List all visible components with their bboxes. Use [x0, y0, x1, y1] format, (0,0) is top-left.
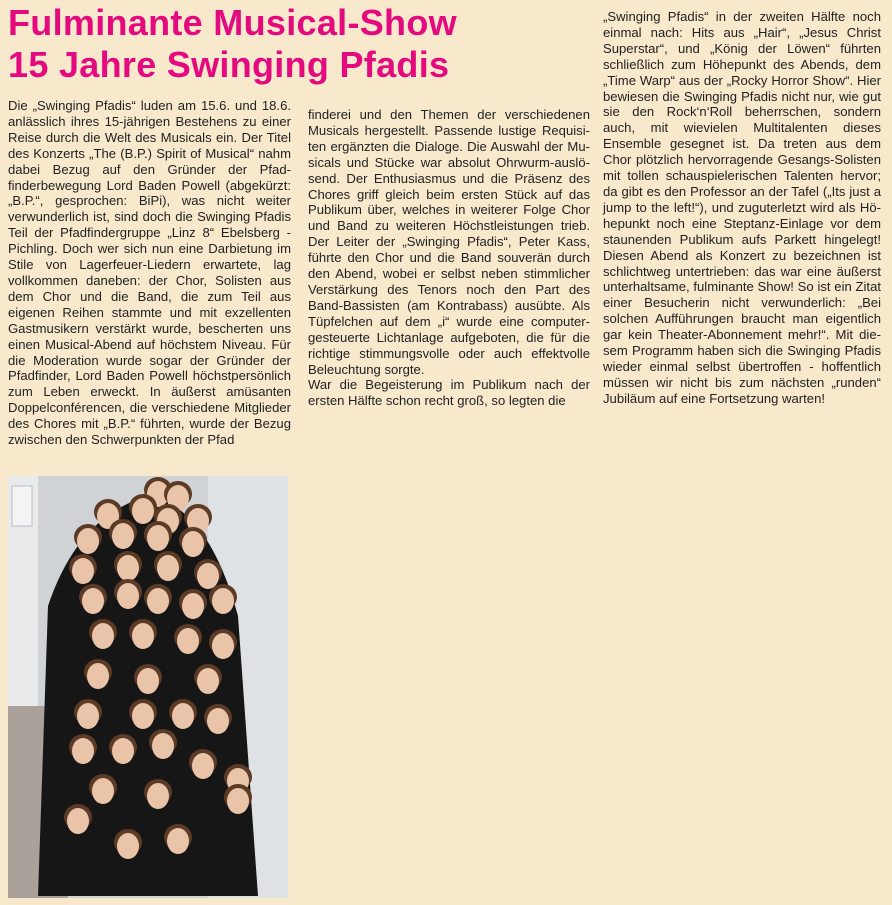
article-paragraph: „Swinging Pfadis“ in der zweiten Hälfte noch einmal nach: Hits aus „Hair“, „Jesus Christ Superstar“, und „König der Löwen“ führten schließlich zum Höhepunkt des Abends, dem „Time Warp“ aus der „Rocky Horror Show“. Hier bewiesen die Swinging Pfadis nicht nur, wie gut sie den Rock‘n‘Roll beherrschen, sondern auch, mit wievielen Multitalenten dieses Ensemble gesegnet ist. Da treten aus dem Chor plötzlich hervorragende Gesangs-Solisten mit tollen schauspielerischen Talenten hervor; da gibt es den Professor an der Tafel („Its just a jump to the left!“), und zuguterletzt wird als Höhepunkt noch eine Steptanz-Einlage vor dem staunenden Publikum aufs Parkett hingelegt! Diesen Abend als Konzert zu bezeichnen ist schlichtweg untertrieben: das war eine äußerst unterhaltsame, fulminante Show! So ist ein Zitat einer Besucherin nicht verwunderlich: „Bei solchen Aufführungen braucht man eigentlich gar kein Theater-Abonnement mehr!“. Mit diesem Programm haben sich die Swinging Pfadis wieder einmal selbst übertroffen - hoffentlich müssen wir nicht bis zum nächsten „runden“ Jubiläum auf eine Fortsetzung warten!	[603, 9, 881, 406]
choir-member-face	[117, 555, 139, 581]
choir-photo-illustration	[8, 476, 288, 898]
choir-member-face	[117, 583, 139, 609]
choir-member-face	[157, 555, 179, 581]
choir-member-face	[92, 778, 114, 804]
choir-member-face	[177, 628, 199, 654]
choir-member-face	[72, 738, 94, 764]
choir-member-face	[87, 663, 109, 689]
choir-member-face	[77, 703, 99, 729]
article-paragraph: finderei und den Themen der verschiedenen Musicals hergestellt. Passende lustige Requisiten ergänzten die Dialoge. Die Auswahl der Musicals und Stücke war absolut Ohrwurm-auslösend. Der Enthusiasmus und die Präsenz des Chores griff gleich beim ersten Stück auf das Publikum über, welches in weiterer Folge Chor und Band zu weiteren Höchstleistungen trieb. Der Leiter der „Swinging Pfadis“, Peter Kass, führte den Chor und die Band souverän durch den Abend, wobei er selbst neben stimmlicher Verstärkung des Tenors noch den Part des Band-Bassisten (am Kontrabass) ausübte. Als Tüpfelchen auf dem „i“ wurde eine computergesteuerte Lichtanlage aufgeboten, die für die richtige stimmungsvolle oder auch effektvolle Beleuchtung sorgte.	[308, 107, 590, 377]
choir-member-face	[117, 833, 139, 859]
choir-member-face	[212, 633, 234, 659]
choir-member-face	[192, 753, 214, 779]
choir-member-face	[112, 738, 134, 764]
choir-member-face	[207, 708, 229, 734]
choir-member-face	[167, 828, 189, 854]
choir-member-face	[212, 588, 234, 614]
choir-member-face	[147, 783, 169, 809]
article-paragraph: Die „Swinging Pfadis“ luden am 15.6. und 18.6. anlässlich ihres 15-jährigen Bestehens zu einer Reise durch die Welt des Musicals ein. Der Titel des Konzerts „The (B.P.) Spirit of Musical“ nahm dabei Bezug auf den Gründer der Pfadfinderbewegung Lord Baden Powell (abgekürzt: „B.P.“, gesprochen: BiPi), was nicht weiter verwunderlich ist, sind doch die Swinging Pfadis Teil der Pfadfindergruppe „Linz 8“ Ebelsberg - Pichling. Doch wer sich nun eine Darbietung im Stile von Lagerfeuer-Liedern erwartete, lag vollkommen daneben: der Chor, Solisten aus dem Chor und die Band, die zum Teil aus eigenen Reihen stammte und mit exzellenten Gastmusikern verstärkt wurde, bescherten uns einen Musical-Abend auf höchstem Niveau. Für die Moderation wurde sogar der Gründer der Pfadfinder, Lord Baden Powell höchstpersönlich zum Leben erweckt. In äußerst amüsanten Doppelconférencen, die verschiedene Mitglieder des Chores mit „B.P.“ führten, wurde der Bezug zwischen den Schwerpunkten der Pfad	[8, 98, 291, 448]
choir-member-face	[137, 668, 159, 694]
article-paragraph: War die Begeisterung im Publikum nach der ersten Hälfte schon recht groß, so legten die	[308, 377, 590, 409]
choir-member-face	[147, 588, 169, 614]
choir-member-face	[197, 668, 219, 694]
choir-member-face	[112, 523, 134, 549]
choir-member-face	[82, 588, 104, 614]
headline	[8, 2, 588, 86]
choir-group-photo	[8, 476, 288, 898]
article-column-2	[308, 107, 590, 409]
choir-member-face	[197, 563, 219, 589]
choir-member-face	[172, 703, 194, 729]
article-column-1	[8, 98, 291, 448]
choir-member-face	[182, 593, 204, 619]
choir-member-face	[132, 703, 154, 729]
headline-line-2: 15 Jahre Swinging Pfadis	[8, 44, 450, 85]
article-column-3	[603, 9, 881, 407]
choir-member-face	[227, 788, 249, 814]
choir-member-face	[147, 525, 169, 551]
choir-member-face	[132, 623, 154, 649]
headline-line-1: Fulminante Musical-Show	[8, 2, 457, 43]
choir-member-face	[72, 558, 94, 584]
choir-member-face	[77, 528, 99, 554]
choir-member-face	[67, 808, 89, 834]
choir-member-face	[92, 623, 114, 649]
choir-member-face	[132, 498, 154, 524]
choir-member-face	[152, 733, 174, 759]
choir-member-face	[182, 531, 204, 557]
